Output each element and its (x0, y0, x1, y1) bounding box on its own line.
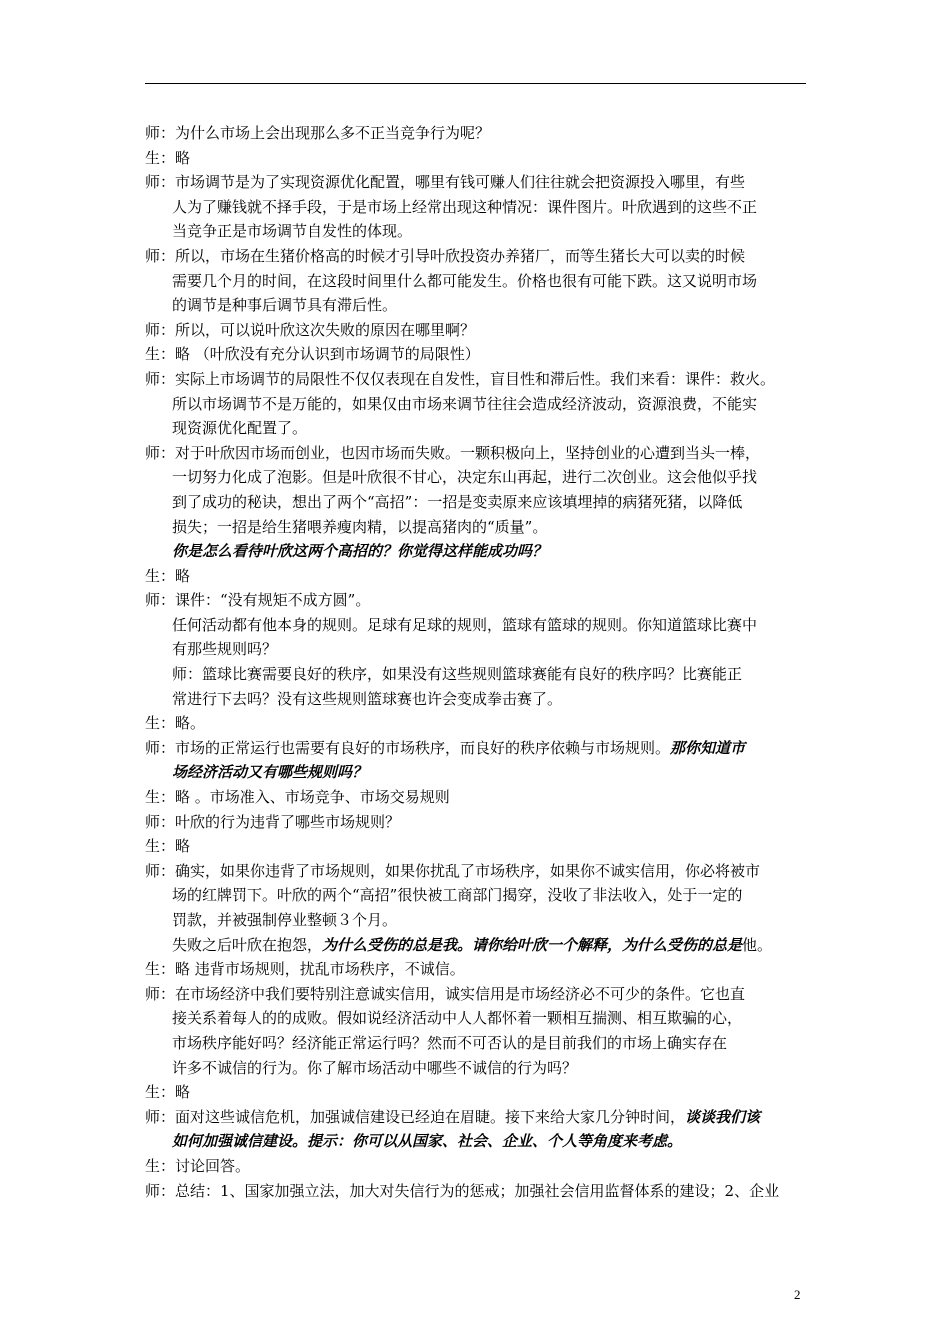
text-line (145, 539, 813, 564)
text-segment: 师：所以，可以说叶欣这次失败的原因在哪里啊？ (145, 320, 476, 339)
text-segment: 接关系着每人的的成败。假如说经济活动中人人都怀着一颗相互揣测、相互欺骗的心， (172, 1009, 743, 1028)
text-segment: 师：面对这些诚信危机，加强诚信建设已经迫在眉睫。接下来给大家几分钟时间， (145, 1107, 686, 1126)
emphasized-text: 那你知道市 (670, 738, 746, 757)
text-segment: 市场秩序能好吗？经济能正常运行吗？然而不可否认的是目前我们的市场上确实存在 (172, 1033, 728, 1052)
text-line (145, 834, 813, 859)
text-line (145, 441, 813, 466)
text-line (145, 170, 813, 195)
text-segment: 师：市场调节是为了实现资源优化配置，哪里有钱可赚人们往往就会把资源投入哪里，有些 (145, 173, 746, 192)
text-line (145, 293, 813, 318)
text-segment: 生：略 (145, 1083, 191, 1102)
document-body (145, 121, 813, 1203)
text-line (145, 318, 813, 343)
page-number: 2 (794, 1287, 801, 1302)
text-line (145, 957, 813, 982)
text-segment: 损失；一招是给生猪喂养瘦肉精，以提高猪肉的“质量”。 (172, 517, 548, 536)
text-segment: 师：市场的正常运行也需要有良好的市场秩序，而良好的秩序依赖与市场规则。 (145, 738, 671, 757)
text-line (145, 1080, 813, 1105)
text-line (145, 883, 813, 908)
text-line (145, 244, 813, 269)
text-line (145, 1006, 813, 1031)
text-segment: 师：为什么市场上会出现那么多不正当竞争行为呢？ (145, 124, 491, 142)
text-line (145, 146, 813, 171)
text-line (145, 490, 813, 515)
text-line (145, 121, 813, 146)
text-segment: 许多不诚信的行为。你了解市场活动中哪些不诚信的行为吗？ (172, 1058, 578, 1077)
text-line (145, 1056, 813, 1081)
text-line (145, 736, 813, 761)
emphasized-text: 场经济活动又有哪些规则吗？ (172, 763, 368, 782)
text-line (145, 465, 813, 490)
text-line (145, 1105, 813, 1130)
text-line (145, 982, 813, 1007)
text-line (145, 588, 813, 613)
text-line (145, 933, 813, 958)
text-segment: 常进行下去吗？没有这些规则篮球赛也许会变成拳击赛了。 (172, 689, 563, 708)
text-line (145, 785, 813, 810)
text-segment: 他。 (742, 935, 773, 954)
text-line (145, 1154, 813, 1179)
text-segment: 到了成功的秘诀，想出了两个“高招”：一招是变卖原来应该填埋掉的病猪死猪，以降低 (172, 492, 743, 511)
text-segment: 现资源优化配置了。 (172, 419, 308, 438)
text-segment: 师：篮球比赛需要良好的秩序，如果没有这些规则篮球赛能有良好的秩序吗？比赛能正 (172, 665, 743, 684)
text-line (145, 859, 813, 884)
text-line (145, 687, 813, 712)
text-segment: 生：略 （叶欣没有充分认识到市场调节的局限性） (145, 345, 480, 364)
text-segment: 师：总结：1、国家加强立法，加大对失信行为的惩戒；加强社会信用监督体系的建设；2、企业 (145, 1181, 780, 1200)
text-line (145, 392, 813, 417)
text-segment: 生：略 。市场准入、市场竞争、市场交易规则 (145, 788, 450, 807)
text-segment: 场的红牌罚下。叶欣的两个“高招”很快被工商部门揭穿，没收了非法收入，处于一定的 (172, 886, 743, 905)
text-segment: 生：略。 (145, 714, 206, 733)
header-rule (145, 83, 806, 84)
emphasized-text: 你是怎么看待叶欣这两个高招的？你觉得这样能成功吗？ (172, 542, 548, 561)
text-segment: 的调节是种事后调节具有滞后性。 (172, 296, 398, 315)
text-segment: 人为了赚钱就不择手段，于是市场上经常出现这种情况：课件图片。叶欣遇到的这些不正 (172, 197, 758, 216)
text-segment: 任何活动都有他本身的规则。足球有足球的规则，篮球有篮球的规则。你知道篮球比赛中 (172, 615, 758, 634)
emphasized-text: 为什么受伤的总是我。请你给叶欣一个解释，为什么受伤的总是 (322, 935, 743, 954)
text-line (145, 662, 813, 687)
text-segment: 师：确实，如果你违背了市场规则，如果你扰乱了市场秩序，如果你不诚实信用，你必将被市 (145, 861, 761, 880)
text-line (145, 1179, 813, 1204)
text-line (145, 1129, 813, 1154)
text-segment: 生：略 (145, 566, 191, 585)
text-segment: 需要几个月的时间，在这段时间里什么都可能发生。价格也很有可能下跌。这又说明市场 (172, 271, 758, 290)
text-line (145, 195, 813, 220)
text-line (145, 810, 813, 835)
text-line (145, 711, 813, 736)
text-line (145, 1031, 813, 1056)
text-segment: 生：略 (145, 837, 191, 856)
text-line (145, 760, 813, 785)
text-segment: 罚款，并被强制停业整顿３个月。 (172, 911, 398, 929)
text-segment: 师：叶欣的行为违背了哪些市场规则？ (145, 812, 401, 831)
text-segment: 师：在市场经济中我们要特别注意诚实信用，诚实信用是市场经济必不可少的条件。它也直 (145, 984, 746, 1003)
text-line (145, 908, 813, 933)
text-segment: 一切努力化成了泡影。但是叶欣很不甘心，决定东山再起，进行二次创业。这会他似乎找 (172, 468, 758, 487)
text-line (145, 637, 813, 662)
text-line (145, 219, 813, 244)
text-line (145, 515, 813, 540)
text-segment: 师：课件：“没有规矩不成方圆”。 (145, 591, 371, 610)
text-segment: 生：略 违背市场规则，扰乱市场秩序，不诚信。 (145, 960, 465, 979)
text-line (145, 342, 813, 367)
text-line (145, 367, 813, 392)
text-segment: 当竞争正是市场调节自发性的体现。 (172, 222, 413, 241)
text-segment: 师：所以，市场在生猪价格高的时候才引导叶欣投资办养猪厂，而等生猪长大可以卖的时候 (145, 246, 746, 265)
text-segment: 有那些规则吗？ (172, 640, 278, 659)
text-segment: 师：对于叶欣因市场而创业，也因市场而失败。一颗积极向上，坚持创业的心遭到当头一棒， (145, 443, 761, 462)
text-segment: 生：略 (145, 148, 191, 167)
emphasized-text: 如何加强诚信建设。提示：你可以从国家、社会、企业、个人等角度来考虑。 (172, 1132, 683, 1151)
text-line (145, 269, 813, 294)
text-line (145, 416, 813, 441)
text-segment: 所以市场调节不是万能的，如果仅由市场来调节往往会造成经济波动，资源浪费，不能实 (172, 394, 758, 413)
text-segment: 师：实际上市场调节的局限性不仅仅表现在自发性，盲目性和滞后性。我们来看：课件：救火。 (145, 369, 776, 388)
text-segment: 生：讨论回答。 (145, 1156, 251, 1175)
text-line (145, 613, 813, 638)
text-segment: 失败之后叶欣在抱怨， (172, 935, 323, 954)
emphasized-text: 谈谈我们该 (685, 1107, 761, 1126)
text-line (145, 564, 813, 589)
